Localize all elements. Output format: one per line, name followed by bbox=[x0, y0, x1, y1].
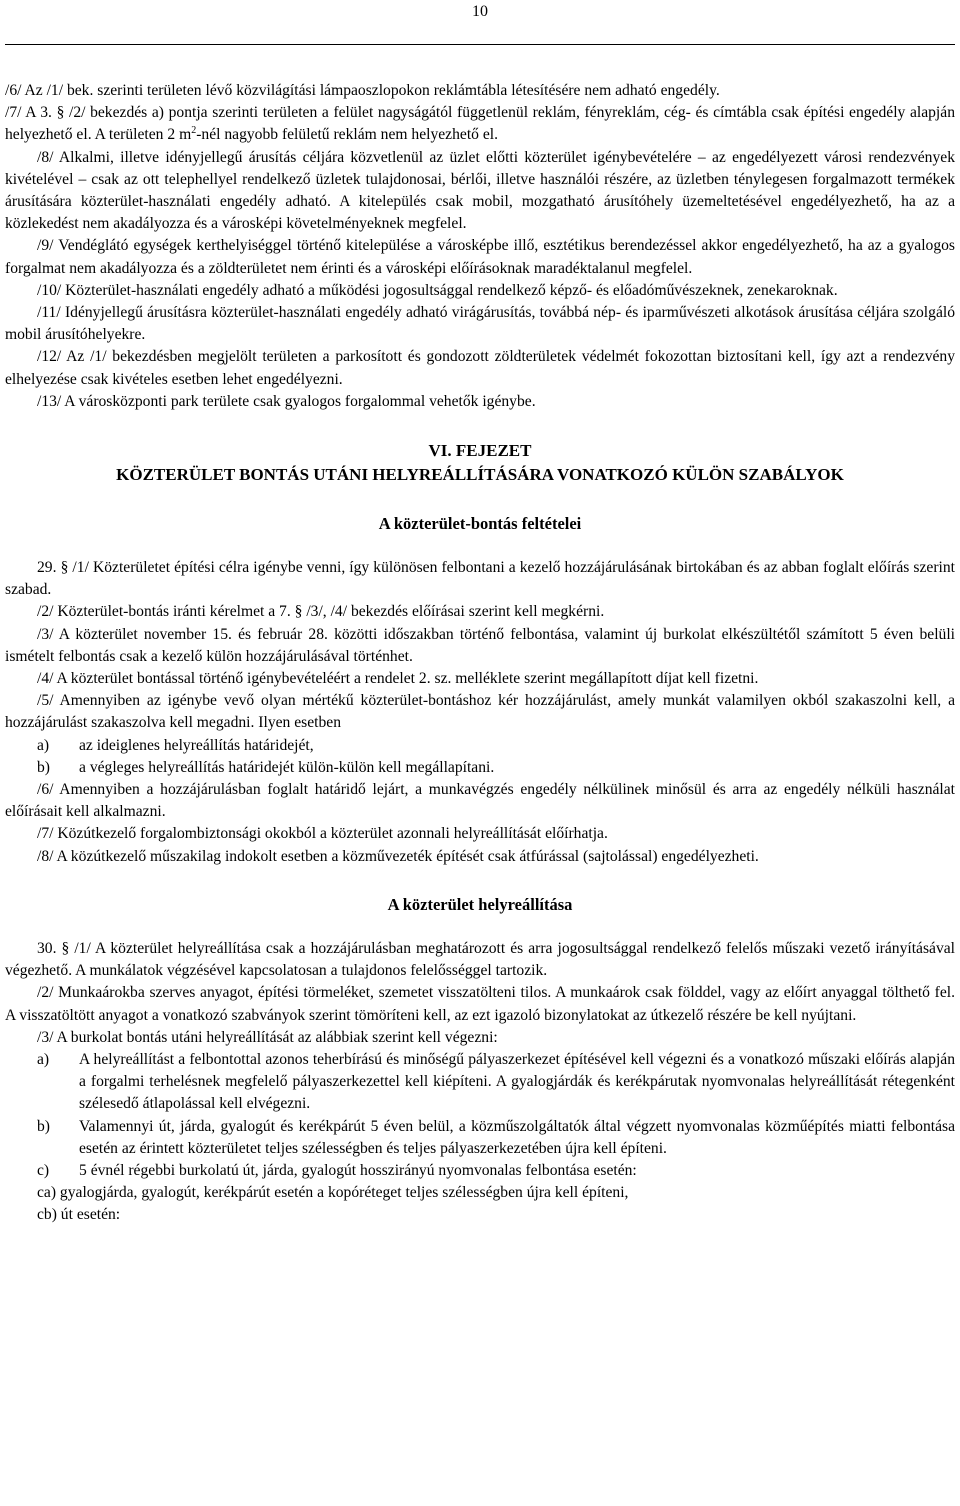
paragraph-13: /13/ A városközponti park területe csak gyalogos forgalommal vehetők igénybe. bbox=[37, 392, 536, 410]
paragraph-9: /9/ Vendéglátó egységek kerthelyiséggel történő kitelepülése a városképbe illő, esztétikus berendezéssel akkor engedélyezhető, ha az a gyalogos forgalmat nem akadályozza és a zöldterületet nem érinti és a városképi előírásoknak maradéktalanul megfelel. bbox=[5, 237, 955, 277]
section-30-item-cb: cb) út esetén: bbox=[37, 1206, 121, 1224]
section-29-heading: A közterület-bontás feltételei bbox=[378, 514, 582, 534]
paragraph-7-text-b: -nél nagyobb felületű reklám nem helyezhető el. bbox=[196, 126, 498, 144]
paragraph-7 bbox=[5, 102, 955, 146]
paragraph-7-text-a: /7/ A 3. § /2/ bekezdés a) pontja szerinti területen a felület nagyságától függetlenül reklám, fényreklám, cég- és címtábla csak építési engedély alapján helyezhető el. A területen 2 m bbox=[5, 104, 955, 144]
paragraph-8: /8/ Alkalmi, illetve idényjellegű árusítás céljára közvetlenül az üzlet előtti közterület igénybevételére – az engedélyezett városi rendezvények kivételével – csak az ott telephellyel rendelkező üzletek tulajdonosai, bérlői, illetve használói részére, az üzletben ténylegesen forgalmazott termékek árusítására közterület-használati engedély adható. A kitelepülés csak mobil, mozgatható árusítóhely üzemeltetésével engedélyezhető, ha az a közlekedést nem akadályozza és a városképi követelményeknek megfelel. bbox=[5, 148, 955, 233]
list-item bbox=[5, 1049, 955, 1116]
list-item bbox=[5, 1160, 955, 1182]
section-30-paragraph-1: 30. § /1/ A közterület helyreállítása csak a hozzájárulásban meghatározott és arra jogosultsággal rendelkező felelős műszaki vezető irányításával végezhető. A munkálatok végzésével kapcsolatosan a tulajdonos felelősséggel tartozik. bbox=[5, 939, 955, 980]
chapter-title: KÖZTERÜLET BONTÁS UTÁNI HELYREÁLLÍTÁSÁRA VONATKOZÓ KÜLÖN SZABÁLYOK bbox=[116, 465, 844, 485]
section-30-paragraph-2: /2/ Munkaárokba szerves anyagot, építési törmeléket, szemetet visszatölteni tilos. A munkaárok csak földdel, vagy az előírt anyaggal tölthető fel. A visszatöltött anyagot a vonatkozó szabványok szerint tömöríteni kell, az ezt igazoló bizonylatokat az útkezelő részére be kell nyújtani. bbox=[5, 984, 955, 1024]
section-29-paragraph-1: 29. § /1/ Közterületet építési célra igénybe venni, így különösen felbontani a kezelő hozzájárulásának birtokában és az abban foglalt előírás szerint szabad. bbox=[5, 559, 955, 599]
list-item-text: az ideiglenes helyreállítás határidejét, bbox=[79, 736, 314, 754]
list-item-text: a végleges helyreállítás határidejét külön-külön kell megállapítani. bbox=[79, 758, 495, 776]
list-item-letter: b) bbox=[37, 1117, 50, 1135]
section-29-paragraph-6: /6/ Amennyiben a hozzájárulásban foglalt határidő lejárt, a munkavégzés engedély nélkülinek minősül és arra az engedély nélküli használat előírásait kell alkalmazni. bbox=[5, 781, 955, 821]
section-29-paragraph-7: /7/ Közútkezelő forgalombiztonsági okokból a közterület azonnali helyreállítását előírhatja. bbox=[37, 825, 608, 843]
section-30-heading: A közterület helyreállítása bbox=[387, 894, 573, 914]
section-29-paragraph-2: /2/ Közterület-bontás iránti kérelmet a 7. § /3/, /4/ bekezdés előírásai szerint kell megkérni. bbox=[37, 603, 605, 621]
list-item bbox=[5, 1116, 955, 1160]
list-item-letter: a) bbox=[37, 1050, 50, 1068]
section-29-paragraph-8: /8/ A közútkezelő műszakilag indokolt esetben a közművezeték építését csak átfúrással (sajtolással) engedélyezheti. bbox=[37, 847, 759, 865]
list-item-text: Valamennyi út, járda, gyalogút és kerékpárút 5 éven belül, a közműszolgáltatók által végzett nyomvonalas közműépítés miatti felbontása esetén az érintett közterületet teljes szélességben és teljes pályaszerkezetében újra kell építeni. bbox=[79, 1117, 955, 1157]
paragraph-12: /12/ Az /1/ bekezdésben megjelölt területen a parkosított és gondozott zöldterületek védelmét fokozottan biztosítani kell, így azt a rendezvény elhelyezése csak kivételes esetben lehet engedélyezni. bbox=[5, 348, 955, 388]
section-29-paragraph-4: /4/ A közterület bontással történő igénybevételéért a rendelet 2. sz. melléklete szerint megállapított díjat kell fizetni. bbox=[37, 670, 759, 688]
chapter-number: VI. FEJEZET bbox=[428, 441, 532, 461]
paragraph-6: /6/ Az /1/ bek. szerinti területen lévő közvilágítási lámpaoszlopokon reklámtábla létesítésére nem adható engedély. bbox=[5, 82, 720, 99]
list-item-letter: a) bbox=[37, 736, 50, 754]
header-rule bbox=[5, 44, 955, 45]
list-item-text: 5 évnél régebbi burkolatú út, járda, gyalogút hosszirányú nyomvonalas felbontása esetén: bbox=[79, 1161, 637, 1179]
page-number: 10 bbox=[472, 3, 488, 20]
list-item bbox=[5, 735, 955, 757]
list-item-letter: c) bbox=[37, 1161, 50, 1179]
paragraph-10: /10/ Közterület-használati engedély adható a működési jogosultsággal rendelkező képző- és előadóművészeknek, zenekaroknak. bbox=[37, 281, 838, 299]
superscript-2: 2 bbox=[191, 125, 197, 137]
section-30-item-ca: ca) gyalogjárda, gyalogút, kerékpárút esetén a kopóréteget teljes szélességben újra kell építeni, bbox=[37, 1184, 629, 1202]
section-30-paragraph-3: /3/ A burkolat bontás utáni helyreállítását az alábbiak szerint kell végezni: bbox=[37, 1028, 498, 1046]
list-item-text: A helyreállítást a felbontottal azonos teherbírású és minőségű pályaszerkezet építésével kell végezni és a vonatkozó műszaki előírás alapján a forgalmi terhelésnek megfelelő pályaszerkezettel kell kiépíteni. A gyalogjárdák és kerékpárutak nyomvonalas helyreállítását rétegenként szélesedő átlapolással kell elvégezni. bbox=[79, 1050, 955, 1113]
list-item-letter: b) bbox=[37, 758, 50, 776]
document-body bbox=[5, 80, 955, 1227]
paragraph-11: /11/ Idényjellegű árusításra közterület-használati engedély adható virágárusítás, továbbá nép- és iparművészeti alkotások árusítása céljára szolgáló mobil árusítóhelyekre. bbox=[5, 304, 955, 344]
list-item bbox=[5, 757, 955, 779]
section-29-paragraph-3: /3/ A közterület november 15. és február 28. közötti időszakban történő felbontása, valamint új burkolat elkészültétől számított 5 éven belüli ismételt felbontás csak a kezelő külön hozzájárulásával történhet. bbox=[5, 625, 955, 665]
section-29-paragraph-5: /5/ Amennyiben az igénybe vevő olyan mértékű közterület-bontáshoz kér hozzájárulást, amely munkát valamilyen okból szakaszolni kell, a hozzájárulást szakaszolva kell megadni. Ilyen esetben bbox=[5, 692, 955, 732]
